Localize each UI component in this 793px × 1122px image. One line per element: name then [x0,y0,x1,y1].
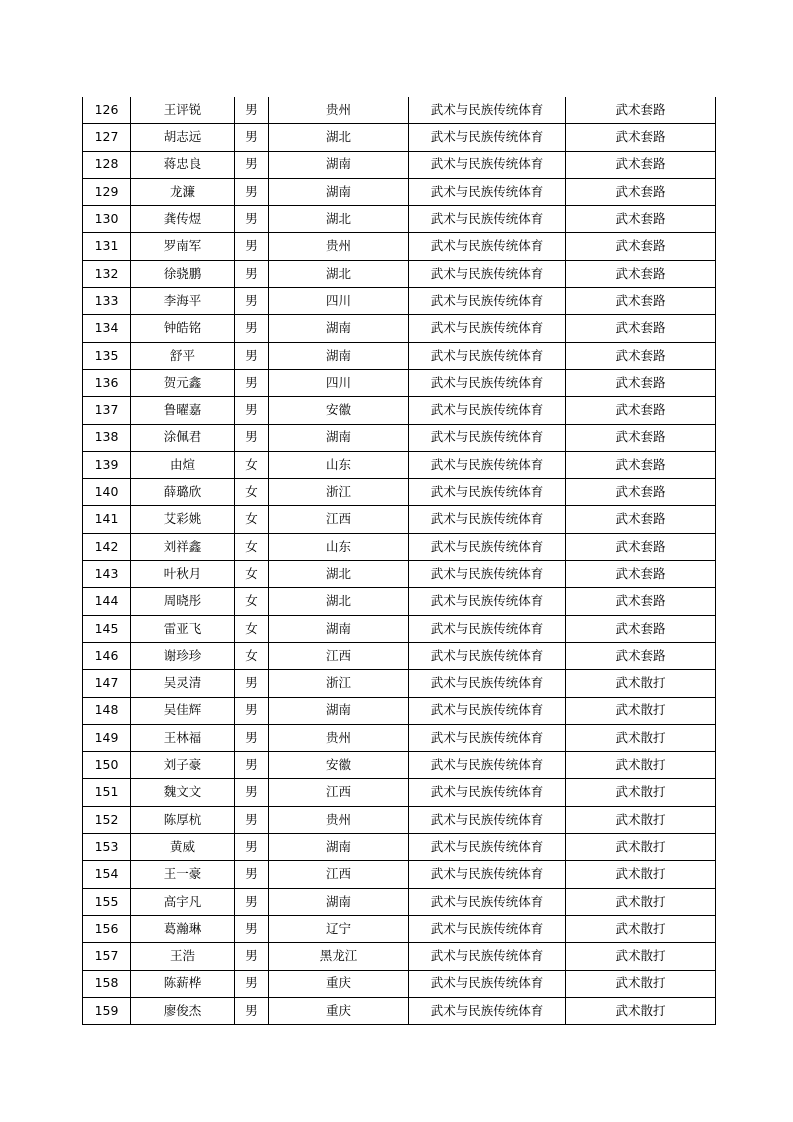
gender-cell: 男 [235,779,269,806]
name-cell: 周晓彤 [131,588,235,615]
direction-cell: 武术套路 [566,97,716,124]
row-number-cell: 128 [83,151,131,178]
province-cell: 湖北 [269,124,409,151]
name-cell: 王浩 [131,943,235,970]
gender-cell: 女 [235,479,269,506]
roster-table [82,97,716,1025]
province-cell: 江西 [269,861,409,888]
major-cell: 武术与民族传统体育 [409,288,566,315]
gender-cell: 男 [235,915,269,942]
direction-cell: 武术套路 [566,260,716,287]
name-cell: 王林福 [131,724,235,751]
province-cell: 湖南 [269,151,409,178]
gender-cell: 男 [235,970,269,997]
direction-cell: 武术套路 [566,124,716,151]
major-cell: 武术与民族传统体育 [409,451,566,478]
gender-cell: 女 [235,506,269,533]
province-cell: 江西 [269,506,409,533]
gender-cell: 女 [235,588,269,615]
table-row [83,97,716,124]
row-number-cell: 154 [83,861,131,888]
province-cell: 山东 [269,533,409,560]
table-row [83,806,716,833]
major-cell: 武术与民族传统体育 [409,861,566,888]
table-row [83,642,716,669]
row-number-cell: 155 [83,888,131,915]
table-row [83,479,716,506]
major-cell: 武术与民族传统体育 [409,233,566,260]
row-number-cell: 158 [83,970,131,997]
direction-cell: 武术套路 [566,342,716,369]
name-cell: 叶秋月 [131,561,235,588]
table-row [83,724,716,751]
direction-cell: 武术套路 [566,397,716,424]
row-number-cell: 152 [83,806,131,833]
gender-cell: 男 [235,806,269,833]
row-number-cell: 132 [83,260,131,287]
major-cell: 武术与民族传统体育 [409,533,566,560]
direction-cell: 武术散打 [566,943,716,970]
name-cell: 吴佳辉 [131,697,235,724]
gender-cell: 女 [235,615,269,642]
table-row [83,288,716,315]
major-cell: 武术与民族传统体育 [409,642,566,669]
table-row [83,260,716,287]
row-number-cell: 138 [83,424,131,451]
direction-cell: 武术套路 [566,424,716,451]
major-cell: 武术与民族传统体育 [409,997,566,1024]
table-row [83,424,716,451]
gender-cell: 男 [235,752,269,779]
direction-cell: 武术散打 [566,697,716,724]
province-cell: 贵州 [269,806,409,833]
gender-cell: 男 [235,943,269,970]
row-number-cell: 142 [83,533,131,560]
table-row [83,752,716,779]
province-cell: 浙江 [269,670,409,697]
name-cell: 薛璐欣 [131,479,235,506]
province-cell: 湖北 [269,588,409,615]
direction-cell: 武术套路 [566,151,716,178]
major-cell: 武术与民族传统体育 [409,806,566,833]
direction-cell: 武术套路 [566,288,716,315]
direction-cell: 武术套路 [566,369,716,396]
major-cell: 武术与民族传统体育 [409,752,566,779]
table-row [83,697,716,724]
major-cell: 武术与民族传统体育 [409,206,566,233]
direction-cell: 武术套路 [566,315,716,342]
province-cell: 湖南 [269,697,409,724]
row-number-cell: 148 [83,697,131,724]
gender-cell: 男 [235,97,269,124]
major-cell: 武术与民族传统体育 [409,506,566,533]
row-number-cell: 156 [83,915,131,942]
name-cell: 刘祥鑫 [131,533,235,560]
row-number-cell: 130 [83,206,131,233]
major-cell: 武术与民族传统体育 [409,943,566,970]
name-cell: 贺元鑫 [131,369,235,396]
direction-cell: 武术套路 [566,561,716,588]
name-cell: 徐骁鹏 [131,260,235,287]
row-number-cell: 136 [83,369,131,396]
direction-cell: 武术套路 [566,506,716,533]
province-cell: 贵州 [269,724,409,751]
direction-cell: 武术套路 [566,642,716,669]
major-cell: 武术与民族传统体育 [409,970,566,997]
province-cell: 贵州 [269,97,409,124]
major-cell: 武术与民族传统体育 [409,724,566,751]
gender-cell: 男 [235,397,269,424]
direction-cell: 武术套路 [566,479,716,506]
table-row [83,397,716,424]
gender-cell: 男 [235,997,269,1024]
name-cell: 由煊 [131,451,235,478]
gender-cell: 男 [235,670,269,697]
name-cell: 龙濂 [131,178,235,205]
row-number-cell: 150 [83,752,131,779]
name-cell: 刘子豪 [131,752,235,779]
province-cell: 湖南 [269,315,409,342]
name-cell: 李海平 [131,288,235,315]
name-cell: 舒平 [131,342,235,369]
name-cell: 龚传煜 [131,206,235,233]
direction-cell: 武术套路 [566,206,716,233]
gender-cell: 男 [235,424,269,451]
name-cell: 王一豪 [131,861,235,888]
table-row [83,588,716,615]
gender-cell: 男 [235,834,269,861]
row-number-cell: 159 [83,997,131,1024]
table-row [83,151,716,178]
major-cell: 武术与民族传统体育 [409,834,566,861]
gender-cell: 男 [235,178,269,205]
row-number-cell: 137 [83,397,131,424]
row-number-cell: 135 [83,342,131,369]
direction-cell: 武术套路 [566,588,716,615]
row-number-cell: 147 [83,670,131,697]
table-row [83,888,716,915]
province-cell: 四川 [269,288,409,315]
direction-cell: 武术散打 [566,724,716,751]
name-cell: 陈薪桦 [131,970,235,997]
row-number-cell: 127 [83,124,131,151]
province-cell: 四川 [269,369,409,396]
name-cell: 廖俊杰 [131,997,235,1024]
row-number-cell: 131 [83,233,131,260]
gender-cell: 男 [235,151,269,178]
direction-cell: 武术散打 [566,997,716,1024]
direction-cell: 武术套路 [566,233,716,260]
table-row [83,533,716,560]
row-number-cell: 157 [83,943,131,970]
gender-cell: 男 [235,206,269,233]
gender-cell: 男 [235,697,269,724]
table-row [83,561,716,588]
name-cell: 蒋忠良 [131,151,235,178]
province-cell: 湖南 [269,424,409,451]
gender-cell: 男 [235,260,269,287]
province-cell: 江西 [269,642,409,669]
major-cell: 武术与民族传统体育 [409,424,566,451]
name-cell: 高宇凡 [131,888,235,915]
major-cell: 武术与民族传统体育 [409,124,566,151]
major-cell: 武术与民族传统体育 [409,915,566,942]
gender-cell: 男 [235,369,269,396]
major-cell: 武术与民族传统体育 [409,151,566,178]
direction-cell: 武术散打 [566,806,716,833]
gender-cell: 男 [235,888,269,915]
gender-cell: 女 [235,451,269,478]
table-row [83,315,716,342]
province-cell: 山东 [269,451,409,478]
name-cell: 钟皓铭 [131,315,235,342]
name-cell: 魏文文 [131,779,235,806]
table-row [83,997,716,1024]
province-cell: 黑龙江 [269,943,409,970]
major-cell: 武术与民族传统体育 [409,615,566,642]
direction-cell: 武术散打 [566,752,716,779]
table-row [83,670,716,697]
name-cell: 涂佩君 [131,424,235,451]
gender-cell: 男 [235,315,269,342]
direction-cell: 武术散打 [566,779,716,806]
gender-cell: 女 [235,642,269,669]
row-number-cell: 139 [83,451,131,478]
major-cell: 武术与民族传统体育 [409,779,566,806]
direction-cell: 武术套路 [566,178,716,205]
table-row [83,970,716,997]
major-cell: 武术与民族传统体育 [409,588,566,615]
province-cell: 湖南 [269,615,409,642]
direction-cell: 武术套路 [566,533,716,560]
province-cell: 安徽 [269,397,409,424]
gender-cell: 男 [235,861,269,888]
table-row [83,369,716,396]
name-cell: 陈厚杭 [131,806,235,833]
name-cell: 葛瀚琳 [131,915,235,942]
gender-cell: 女 [235,561,269,588]
name-cell: 吴灵清 [131,670,235,697]
major-cell: 武术与民族传统体育 [409,260,566,287]
table-row [83,451,716,478]
direction-cell: 武术散打 [566,915,716,942]
name-cell: 鲁曜嘉 [131,397,235,424]
row-number-cell: 144 [83,588,131,615]
name-cell: 王评锐 [131,97,235,124]
row-number-cell: 149 [83,724,131,751]
table-row [83,342,716,369]
table-row [83,124,716,151]
row-number-cell: 141 [83,506,131,533]
row-number-cell: 153 [83,834,131,861]
row-number-cell: 133 [83,288,131,315]
gender-cell: 女 [235,533,269,560]
row-number-cell: 151 [83,779,131,806]
name-cell: 罗南军 [131,233,235,260]
gender-cell: 男 [235,233,269,260]
table-row [83,178,716,205]
major-cell: 武术与民族传统体育 [409,479,566,506]
row-number-cell: 129 [83,178,131,205]
major-cell: 武术与民族传统体育 [409,670,566,697]
table-row [83,861,716,888]
table-row [83,915,716,942]
province-cell: 重庆 [269,997,409,1024]
gender-cell: 男 [235,724,269,751]
gender-cell: 男 [235,288,269,315]
province-cell: 浙江 [269,479,409,506]
direction-cell: 武术散打 [566,670,716,697]
major-cell: 武术与民族传统体育 [409,178,566,205]
major-cell: 武术与民族传统体育 [409,697,566,724]
major-cell: 武术与民族传统体育 [409,369,566,396]
name-cell: 谢珍珍 [131,642,235,669]
gender-cell: 男 [235,342,269,369]
major-cell: 武术与民族传统体育 [409,97,566,124]
province-cell: 重庆 [269,970,409,997]
name-cell: 雷亚飞 [131,615,235,642]
table-row [83,206,716,233]
name-cell: 黄威 [131,834,235,861]
roster-body [83,97,716,1025]
province-cell: 湖北 [269,206,409,233]
province-cell: 湖南 [269,834,409,861]
province-cell: 安徽 [269,752,409,779]
province-cell: 江西 [269,779,409,806]
direction-cell: 武术散打 [566,970,716,997]
table-row [83,834,716,861]
direction-cell: 武术散打 [566,861,716,888]
direction-cell: 武术散打 [566,834,716,861]
major-cell: 武术与民族传统体育 [409,342,566,369]
row-number-cell: 143 [83,561,131,588]
major-cell: 武术与民族传统体育 [409,315,566,342]
major-cell: 武术与民族传统体育 [409,561,566,588]
major-cell: 武术与民族传统体育 [409,397,566,424]
direction-cell: 武术套路 [566,451,716,478]
province-cell: 湖南 [269,342,409,369]
table-row [83,779,716,806]
province-cell: 湖北 [269,561,409,588]
row-number-cell: 134 [83,315,131,342]
gender-cell: 男 [235,124,269,151]
table-row [83,943,716,970]
row-number-cell: 126 [83,97,131,124]
table-row [83,615,716,642]
province-cell: 辽宁 [269,915,409,942]
province-cell: 湖南 [269,178,409,205]
direction-cell: 武术散打 [566,888,716,915]
province-cell: 贵州 [269,233,409,260]
table-row [83,233,716,260]
major-cell: 武术与民族传统体育 [409,888,566,915]
row-number-cell: 140 [83,479,131,506]
row-number-cell: 146 [83,642,131,669]
table-row [83,506,716,533]
row-number-cell: 145 [83,615,131,642]
name-cell: 胡志远 [131,124,235,151]
name-cell: 艾彩姚 [131,506,235,533]
province-cell: 湖北 [269,260,409,287]
province-cell: 湖南 [269,888,409,915]
direction-cell: 武术套路 [566,615,716,642]
